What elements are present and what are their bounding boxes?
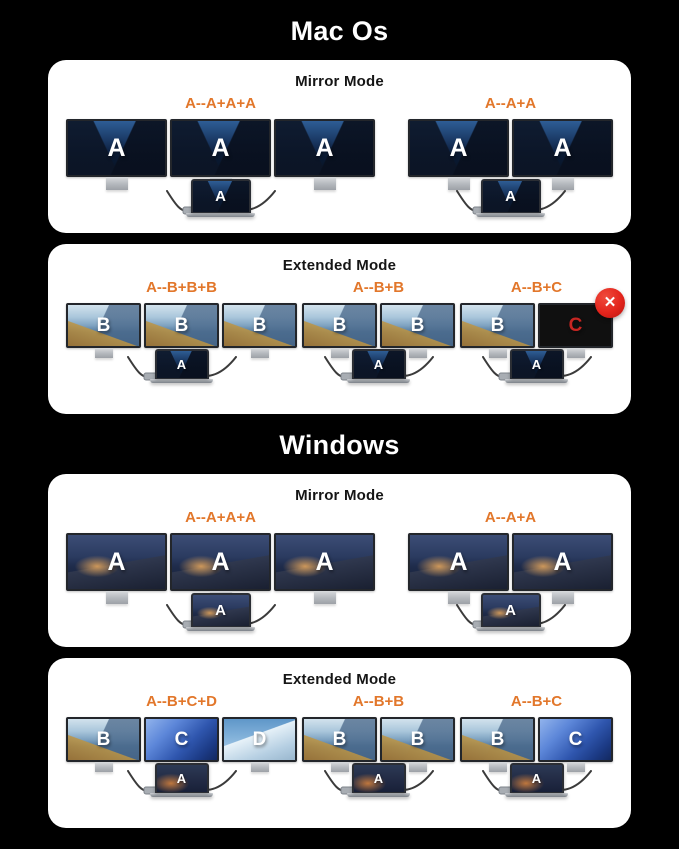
laptop xyxy=(510,763,564,797)
monitor-screen xyxy=(276,535,373,589)
monitor-screen-letter: B xyxy=(490,314,505,336)
laptop-base xyxy=(505,379,568,383)
monitor-screen-letter: A xyxy=(449,547,468,576)
monitor-frame xyxy=(66,119,167,177)
monitor-screen xyxy=(304,719,375,760)
monitor-frame xyxy=(380,717,455,762)
section-title: Windows xyxy=(279,430,400,460)
config-row xyxy=(64,691,615,797)
monitor-stand xyxy=(552,591,574,604)
monitor-stand xyxy=(106,591,128,604)
config-label: A--A+A xyxy=(484,95,537,112)
mode-title: Mirror Mode xyxy=(295,73,384,90)
monitor-frame xyxy=(512,533,613,591)
monitor-stand xyxy=(106,177,128,190)
monitor-frame xyxy=(66,717,141,762)
monitor-frame xyxy=(144,717,219,762)
config-row xyxy=(64,93,615,217)
monitor-screen xyxy=(146,305,217,346)
laptop-screen-letter: A xyxy=(531,357,542,372)
laptop xyxy=(481,179,541,217)
config-label: A--A+A xyxy=(484,509,537,526)
monitor-screen-letter: B xyxy=(332,314,347,336)
os-section xyxy=(0,16,679,414)
monitor-screen xyxy=(172,535,269,589)
display-config xyxy=(66,93,375,217)
laptop-screen-letter: A xyxy=(505,188,516,205)
laptop-base xyxy=(150,793,213,797)
monitor-screen-letter: A xyxy=(211,547,230,576)
monitor-frame xyxy=(302,303,377,348)
display-config xyxy=(302,691,455,797)
laptop xyxy=(191,179,251,217)
monitor-screen-letter: B xyxy=(410,314,425,336)
mode-panel xyxy=(48,474,631,647)
laptop-base xyxy=(186,213,256,217)
laptop-screen-letter: A xyxy=(373,357,384,372)
display-config xyxy=(66,277,297,383)
monitor-screen-letter: A xyxy=(553,133,572,162)
display-config xyxy=(460,691,613,797)
monitor-screen-letter: D xyxy=(252,728,267,750)
config-label: A--A+A+A xyxy=(185,509,256,526)
monitor-screen xyxy=(382,305,453,346)
laptop xyxy=(155,349,209,383)
monitor-frame xyxy=(170,533,271,591)
os-section xyxy=(0,430,679,828)
monitor-screen-letter: A xyxy=(211,133,230,162)
config-label: A--B+B xyxy=(352,279,405,296)
monitor xyxy=(222,303,297,358)
monitor-screen xyxy=(68,535,165,589)
monitor-screen-letter: A xyxy=(107,133,126,162)
laptop-screen-letter: A xyxy=(176,771,187,786)
monitor-stand xyxy=(448,177,470,190)
display-config xyxy=(66,691,297,797)
monitor-screen xyxy=(540,719,611,760)
display-config xyxy=(408,93,613,217)
monitor-screen-letter: C xyxy=(568,728,583,750)
monitor-frame xyxy=(274,119,375,177)
monitor-screen-letter: C xyxy=(568,314,583,336)
monitor-screen-letter: A xyxy=(315,547,334,576)
monitor-frame xyxy=(274,533,375,591)
laptop-screen xyxy=(352,349,406,379)
laptop-screen-letter: A xyxy=(505,602,516,619)
monitor-frame xyxy=(144,303,219,348)
monitor-screen xyxy=(224,719,295,760)
laptop xyxy=(352,763,406,797)
monitor-screen-letter: A xyxy=(315,133,334,162)
config-row xyxy=(64,277,615,383)
monitor-frame xyxy=(512,119,613,177)
laptop-screen xyxy=(352,763,406,793)
laptop xyxy=(352,349,406,383)
monitor-frame xyxy=(460,303,535,348)
laptop xyxy=(510,349,564,383)
monitor-frame xyxy=(222,303,297,348)
monitor xyxy=(66,533,167,604)
mode-title: Extended Mode xyxy=(282,671,397,688)
section-panels xyxy=(0,60,679,414)
config-label: A--B+C+D xyxy=(146,693,217,710)
monitor-stand xyxy=(95,762,113,772)
laptop-screen xyxy=(191,179,251,213)
section-title: Mac Os xyxy=(290,16,389,46)
laptop-base xyxy=(186,627,256,631)
laptop-base xyxy=(476,213,546,217)
laptop-base xyxy=(347,379,410,383)
section-panels xyxy=(0,474,679,828)
laptop-base xyxy=(505,793,568,797)
monitor-frame xyxy=(538,717,613,762)
monitor-screen-letter: B xyxy=(490,728,505,750)
laptop-screen xyxy=(510,349,564,379)
mode-panel xyxy=(48,658,631,828)
monitor-screen xyxy=(382,719,453,760)
monitor xyxy=(274,119,375,190)
mode-panel xyxy=(48,60,631,233)
monitor-frame xyxy=(380,303,455,348)
monitor-screen-letter: B xyxy=(332,728,347,750)
config-row xyxy=(64,507,615,631)
monitor-screen-letter: C xyxy=(174,728,189,750)
monitor-screen xyxy=(462,719,533,760)
laptop-screen-letter: A xyxy=(373,771,384,786)
laptop xyxy=(155,763,209,797)
config-label: A--B+C xyxy=(510,279,563,296)
laptop-screen xyxy=(510,763,564,793)
display-config xyxy=(302,277,455,383)
monitor-frame xyxy=(222,717,297,762)
monitor-screen-letter: A xyxy=(449,133,468,162)
monitor xyxy=(66,717,141,772)
laptop-base xyxy=(476,627,546,631)
laptop-screen xyxy=(191,593,251,627)
monitor-screen xyxy=(172,121,269,175)
monitor-screen xyxy=(68,719,139,760)
config-label: A--B+C xyxy=(510,693,563,710)
error-x-icon: ✕ xyxy=(595,288,625,318)
monitor-screen-letter: A xyxy=(553,547,572,576)
laptop-base xyxy=(347,793,410,797)
mode-title: Extended Mode xyxy=(282,257,397,274)
monitor-screen xyxy=(462,305,533,346)
monitor-frame xyxy=(170,119,271,177)
monitor-stand xyxy=(251,762,269,772)
monitor-screen xyxy=(224,305,295,346)
monitor-screen-letter: B xyxy=(252,314,267,336)
monitor-screen xyxy=(514,121,611,175)
monitor-screen-letter: B xyxy=(96,314,111,336)
laptop-screen xyxy=(155,349,209,379)
monitor-stand xyxy=(251,348,269,358)
config-label: A--B+B xyxy=(352,693,405,710)
monitor-frame xyxy=(408,119,509,177)
monitor-screen xyxy=(146,719,217,760)
laptop-screen-letter: A xyxy=(176,357,187,372)
laptop xyxy=(481,593,541,631)
monitor-frame xyxy=(460,717,535,762)
laptop xyxy=(191,593,251,631)
config-label: A--B+B+B xyxy=(146,279,217,296)
monitor-screen xyxy=(410,121,507,175)
mode-title: Mirror Mode xyxy=(295,487,384,504)
monitor-frame xyxy=(66,533,167,591)
monitor xyxy=(274,533,375,604)
monitor-screen xyxy=(304,305,375,346)
monitor-stand xyxy=(448,591,470,604)
display-config xyxy=(460,277,617,383)
laptop-screen xyxy=(481,593,541,627)
monitor-screen xyxy=(276,121,373,175)
display-config xyxy=(66,507,375,631)
laptop-screen-letter: A xyxy=(215,602,226,619)
monitor xyxy=(66,119,167,190)
monitor xyxy=(66,303,141,358)
laptop-screen xyxy=(481,179,541,213)
monitor-screen-letter: A xyxy=(107,547,126,576)
laptop-screen-letter: A xyxy=(531,771,542,786)
monitor-screen xyxy=(68,305,139,346)
monitor-stand xyxy=(552,177,574,190)
mode-panel xyxy=(48,244,631,414)
monitor-screen-letter: B xyxy=(96,728,111,750)
monitor-frame xyxy=(66,303,141,348)
laptop-base xyxy=(150,379,213,383)
monitor-screen xyxy=(68,121,165,175)
monitor-frame xyxy=(302,717,377,762)
config-label: A--A+A+A xyxy=(185,95,256,112)
monitor-stand xyxy=(314,177,336,190)
laptop-screen xyxy=(155,763,209,793)
display-config xyxy=(408,507,613,631)
monitor-screen-letter: B xyxy=(410,728,425,750)
monitor-stand xyxy=(95,348,113,358)
laptop-screen-letter: A xyxy=(215,188,226,205)
monitor-frame xyxy=(408,533,509,591)
monitor xyxy=(222,717,297,772)
monitor-screen xyxy=(514,535,611,589)
monitor-screen-letter: B xyxy=(174,314,189,336)
monitor-stand xyxy=(314,591,336,604)
monitor-screen xyxy=(410,535,507,589)
